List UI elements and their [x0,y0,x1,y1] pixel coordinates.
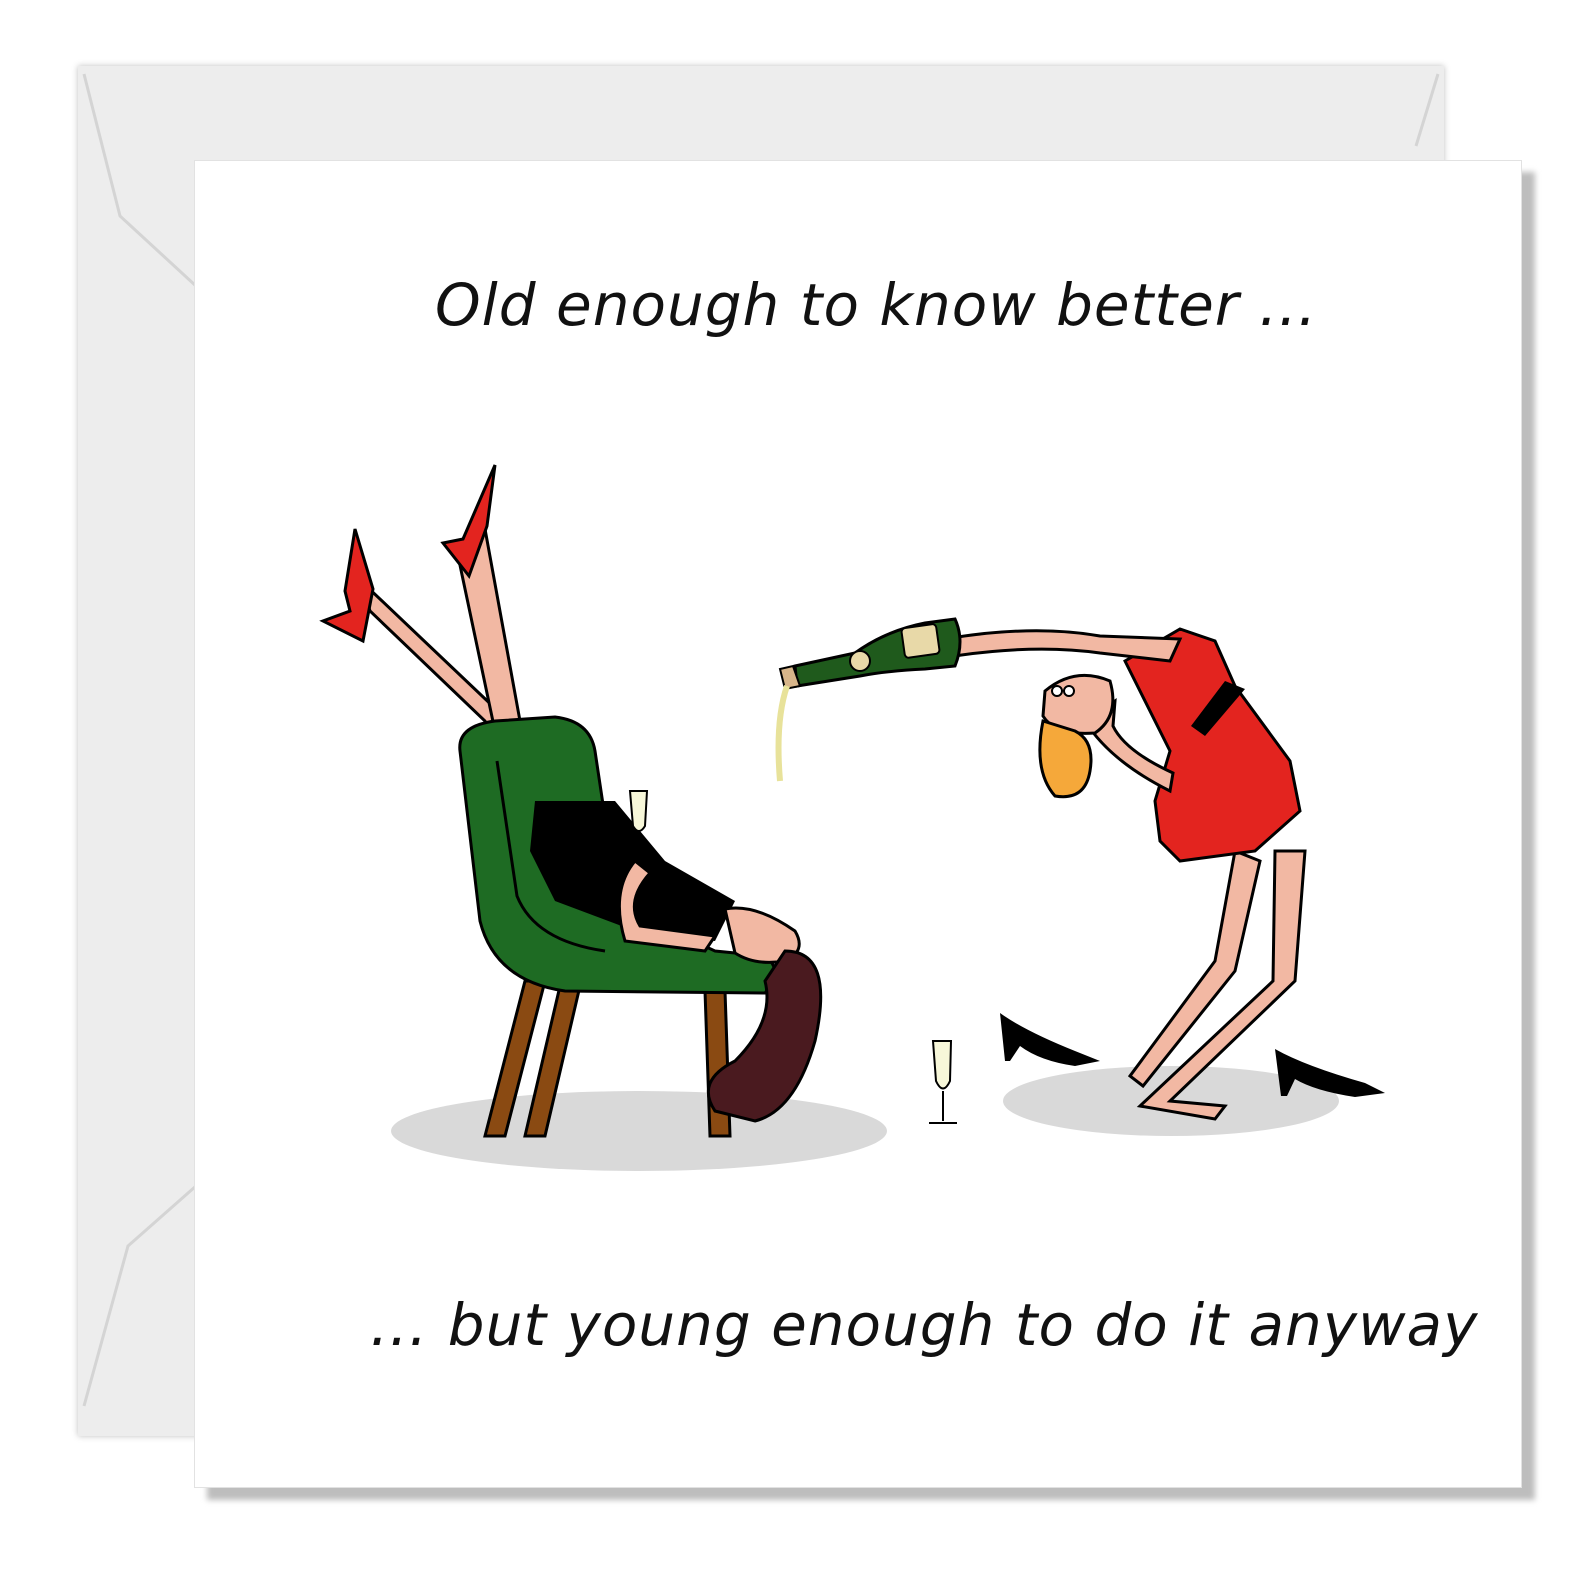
red-dress [1125,629,1300,861]
black-heel-1 [1000,1013,1100,1066]
champagne-stream [779,686,787,781]
champagne-glass-floor [929,1041,957,1123]
illustration [195,161,1521,1487]
greeting-card [194,160,1522,1488]
right-leg-back [1130,851,1260,1086]
woman-bending [779,619,1385,1119]
bottom-caption: ... but young enough to do it anyway [370,1291,1479,1359]
woman-in-chair [323,465,821,1136]
top-caption: Old enough to know better ... [435,271,1318,339]
floor-shadow-left [391,1091,887,1171]
champagne-bottle [780,619,960,689]
red-heel-left [323,529,373,641]
